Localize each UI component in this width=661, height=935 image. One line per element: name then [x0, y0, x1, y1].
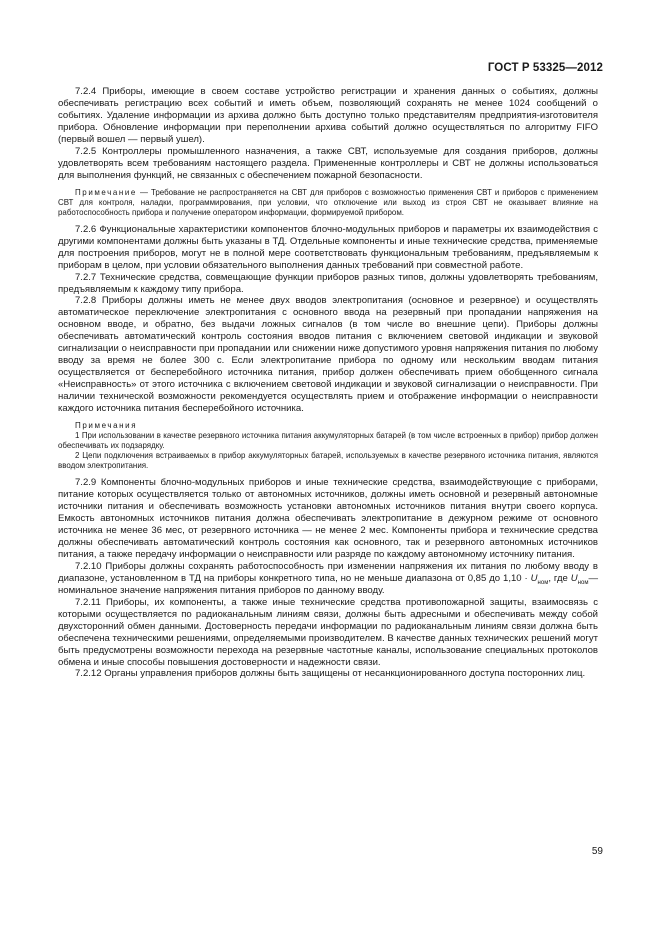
voltage-subscript-2: ном [577, 579, 589, 586]
paragraph-7-2-11: 7.2.11 Приборы, их компоненты, а также иные технические средства противопожарной защиты, взаимосвязь с которыми осуществляется по радиоканальным линиям связи, должны быть адресными и обеспечивать между собой двухсторонний обмен данными. Достоверность передачи информации по радиоканальным линиям связи должна быть обеспечена техническими решениями, определяемыми производителем. В качестве данных технических решений могут быть предусмотрены возможности перехода на резервные частотные каналы, использование специальных протоколов обмена и иные способы повышения достоверности и надежности связи. [58, 596, 598, 668]
page-number: 59 [591, 846, 603, 857]
paragraph-7-2-12: 7.2.12 Органы управления приборов должны быть защищены от несанкционированного доступа посторонних лиц. [75, 668, 586, 680]
voltage-symbol-2: U [570, 572, 578, 584]
voltage-subscript-1: ном [537, 579, 549, 586]
p7210-part-c: — номинальное значение напряжения питания приборов по данному вводу. [58, 572, 598, 596]
note-2-item-1: 1 При использовании в качестве резервного источника питания аккумуляторных батарей (в том числе встроенных в прибор) прибор должен обеспечивать их подзарядку. [58, 431, 598, 451]
note-label: Примечание [75, 187, 137, 197]
document-header: ГОСТ Р 53325—2012 [487, 62, 603, 74]
note-text: — Требование не распространяется на СВТ для приборов с возможностью применения СВТ и приборов с применением СВТ для контроля, наладки, программирования, при условии, что отключение или выход из строя СВТ не оказывает влияние на работоспособность прибора и получение оператором информации, формируемой прибором. [58, 187, 598, 217]
p7210-part-a: 7.2.10 Приборы должны сохранять работоспособность при изменении напряжения их питания по любому вводу в диапазоне, установленном в ТД на приборы конкретного типа, но не меньше диапазона от 0,85 до 1,10 · [58, 560, 598, 584]
paragraph-7-2-9: 7.2.9 Компоненты блочно-модульных приборов и иные технические средства, взаимодействующие с приборами, питание которых осуществляется только от автономных источников, должны иметь основной и резервный автономные источники питания и обеспечивать возможность установки автономных источников питания внутри своего корпуса. Емкость автономных источников питания должна обеспечивать электропитание в дежурном режиме от основного источника не менее 36 мес, от резервного источника — не менее 2 мес. Компоненты прибора и технические средства должны обеспечивать автоматический контроль состояния как основного, так и резервного автономных источников питания, а также передачу информации о неисправности или разряде по каждому автономному источнику питания. [58, 477, 598, 560]
notes-label: Примечания [75, 421, 138, 431]
paragraph-7-2-5: 7.2.5 Контроллеры промышленного назначения, а также СВТ, используемые для создания приборов, должны удовлетворять всем требованиям настоящего раздела. Примененные контроллеры и СВТ не должны использоваться для выполнения функций, не связанных с обеспечением пожарной безопасности. [58, 145, 598, 181]
voltage-symbol-1: U [530, 572, 538, 584]
note-block-2 [58, 421, 598, 471]
paragraph-7-2-7: 7.2.7 Технические средства, совмещающие функции приборов разных типов, должны удовлетворять требованиям, предъявляемым к каждому типу прибора. [58, 271, 598, 295]
note-block-1 [58, 188, 598, 218]
note-2-item-2: 2 Цепи подключения встраиваемых в прибор аккумуляторных батарей, используемых в качестве резервного источника питания, являются вводом электропитания. [58, 451, 598, 471]
page-content [58, 86, 598, 680]
paragraph-7-2-8: 7.2.8 Приборы должны иметь не менее двух вводов электропитания (основное и резервное) и осуществлять автоматическое переключение электропитания с основного ввода на резервный при пропадании напряжения на основном вводе, и обратно, без выдачи ложных сигналов (в том числе во внешние цепи). Приборы должны обеспечивать автоматический контроль состояния вводов питания с включением световой индикации и звуковой сигнализации о неисправности при пропадании или снижении ниже допустимого уровня напряжения питания по любому вводу за время не более 300 с. Если электропитание прибора по одному или нескольким вводам питания осуществляется от бесперебойного источника питания, прибор должен обеспечивать прием обобщенного сигнала «Неисправность» от этого источника с включением световой индикации и звуковой сигнализации о неисправности. При наличии технической возможности рекомендуется осуществлять прием и отображение информации о неисправности каждого источника питания бесперебойного источника. [58, 295, 598, 415]
paragraph-7-2-6: 7.2.6 Функциональные характеристики компонентов блочно-модульных приборов и параметры их взаимодействия с другими компонентами должны быть указаны в ТД. Отдельные компоненты и иные технические средства, применяемые для построения приборов, могут не в полной мере соответствовать функциональным требованиям, предъявляемым к приборам в целом, при условии обязательного выполнения данных требований при совместной работе. [58, 223, 598, 271]
paragraph-7-2-10 [58, 561, 598, 597]
p7210-part-b: , где [548, 572, 571, 584]
paragraph-7-2-4: 7.2.4 Приборы, имеющие в своем составе устройство регистрации и хранения данных о событиях, должны обеспечивать регистрацию всех событий и иметь объем, позволяющий сохранять не менее 1024 сообщений о событиях. Удаление информации из архива должно быть доступно только представителям предприятия-изготовителя прибора. Обновление информации при переполнении архива событий должно осуществляться по алгоритму FIFO (первый вошел — первый ушел). [58, 86, 598, 145]
note-1 [58, 188, 598, 218]
